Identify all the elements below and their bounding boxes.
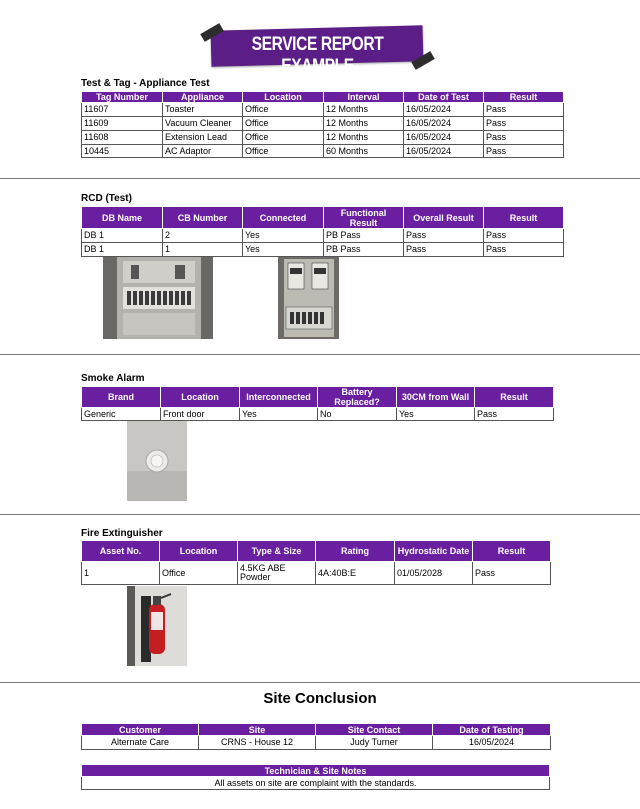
cell: Office [243, 103, 324, 117]
cell: Yes [243, 229, 324, 243]
col-header: Result [475, 387, 554, 408]
table-row [82, 145, 564, 158]
cell: Pass [475, 408, 554, 421]
cell: DB 1 [82, 229, 163, 243]
col-header: Location [160, 541, 238, 562]
cell: 4.5KG ABE Powder [238, 562, 316, 585]
table-row [82, 777, 550, 790]
cell: DB 1 [82, 243, 163, 257]
cell: 16/05/2024 [404, 131, 484, 145]
cell: Pass [484, 117, 564, 131]
cell: PB Pass [324, 229, 404, 243]
meter-box-image [278, 257, 339, 339]
cell: Toaster [163, 103, 243, 117]
date-of-testing-cell: 16/05/2024 [433, 736, 551, 750]
col-header: Date of Testing [433, 724, 551, 736]
site-cell: CRNS - House 12 [199, 736, 316, 750]
fire-extinguisher-image [127, 586, 187, 666]
cell: Generic [82, 408, 161, 421]
col-header: Site Contact [316, 724, 433, 736]
cell: 1 [82, 562, 160, 585]
rcd-table [81, 206, 564, 257]
table-row [82, 117, 564, 131]
smoke-alarm-image [127, 421, 187, 501]
col-header: Hydrostatic Date [395, 541, 473, 562]
col-header: CB Number [163, 207, 243, 229]
cell: 2 [163, 229, 243, 243]
notes-header: Technician & Site Notes [82, 765, 550, 777]
col-header: Result [473, 541, 551, 562]
col-header: Date of Test [404, 92, 484, 103]
rcd-photo-1 [103, 257, 213, 339]
col-header: Battery Replaced? [318, 387, 397, 408]
rcd-photo-2 [278, 257, 339, 339]
cell: Office [160, 562, 238, 585]
fire-extinguisher-photo [127, 586, 187, 666]
table-row [82, 408, 554, 421]
fire-extinguisher-table [81, 540, 551, 585]
col-header: 30CM from Wall [397, 387, 475, 408]
col-header: Interval [324, 92, 404, 103]
col-header: Result [484, 207, 564, 229]
cell: Pass [484, 243, 564, 257]
col-header: Functional Result [324, 207, 404, 229]
col-header: Brand [82, 387, 161, 408]
col-header: Tag Number [82, 92, 163, 103]
technician-notes-table [81, 764, 550, 790]
report-title: SERVICE REPORT EXAMPLE [251, 34, 384, 77]
col-header: Overall Result [404, 207, 484, 229]
cell: Yes [240, 408, 318, 421]
col-header: Connected [243, 207, 324, 229]
cell: AC Adaptor [163, 145, 243, 158]
notes-text: All assets on site are complaint with the standards. [82, 777, 550, 790]
col-header: Interconnected [240, 387, 318, 408]
cell: 1 [163, 243, 243, 257]
cell: Yes [243, 243, 324, 257]
site-contact-cell: Judy Turner [316, 736, 433, 750]
cell: 12 Months [324, 131, 404, 145]
col-header: Asset No. [82, 541, 160, 562]
cell: Pass [404, 229, 484, 243]
cell: 11609 [82, 117, 163, 131]
switchboard-image [103, 257, 213, 339]
cell: Office [243, 117, 324, 131]
col-header: Location [243, 92, 324, 103]
site-conclusion-table [81, 723, 551, 750]
cell: 11607 [82, 103, 163, 117]
cell: 01/05/2028 [395, 562, 473, 585]
section-divider [0, 178, 640, 179]
cell: 11608 [82, 131, 163, 145]
cell: Pass [484, 131, 564, 145]
col-header: Type & Size [238, 541, 316, 562]
table-row [82, 131, 564, 145]
cell: Extension Lead [163, 131, 243, 145]
fire-extinguisher-title: Fire Extinguisher [81, 528, 163, 539]
section-divider [0, 354, 640, 355]
customer-cell: Alternate Care [82, 736, 199, 750]
cell: 60 Months [324, 145, 404, 158]
section-divider [0, 682, 640, 683]
cell: Pass [473, 562, 551, 585]
table-row [82, 562, 551, 585]
cell: 12 Months [324, 117, 404, 131]
cell: Pass [484, 229, 564, 243]
site-conclusion-title: Site Conclusion [263, 690, 377, 707]
rcd-title: RCD (Test) [81, 193, 132, 204]
cell: 12 Months [324, 103, 404, 117]
cell: Yes [397, 408, 475, 421]
cell: Pass [484, 103, 564, 117]
table-row [82, 229, 564, 243]
cell: Front door [161, 408, 240, 421]
col-header: Site [199, 724, 316, 736]
cell: Office [243, 131, 324, 145]
cell: PB Pass [324, 243, 404, 257]
cell: Pass [484, 145, 564, 158]
table-row [82, 103, 564, 117]
cell: 4A:40B:E [316, 562, 395, 585]
cell: 16/05/2024 [404, 117, 484, 131]
cell: 16/05/2024 [404, 103, 484, 117]
test-tag-title: Test & Tag - Appliance Test [81, 78, 210, 89]
col-header: Result [484, 92, 564, 103]
col-header: Appliance [163, 92, 243, 103]
table-row [82, 243, 564, 257]
col-header: DB Name [82, 207, 163, 229]
cell: 10445 [82, 145, 163, 158]
cell: Pass [404, 243, 484, 257]
test-tag-table [81, 91, 564, 158]
col-header: Location [161, 387, 240, 408]
section-divider [0, 514, 640, 515]
report-banner [205, 24, 430, 77]
cell: No [318, 408, 397, 421]
col-header: Rating [316, 541, 395, 562]
col-header: Customer [82, 724, 199, 736]
cell: Vacuum Cleaner [163, 117, 243, 131]
table-row [82, 736, 551, 750]
cell: Office [243, 145, 324, 158]
smoke-alarm-table [81, 386, 554, 421]
smoke-alarm-title: Smoke Alarm [81, 373, 145, 384]
cell: 16/05/2024 [404, 145, 484, 158]
smoke-alarm-photo [127, 421, 187, 501]
